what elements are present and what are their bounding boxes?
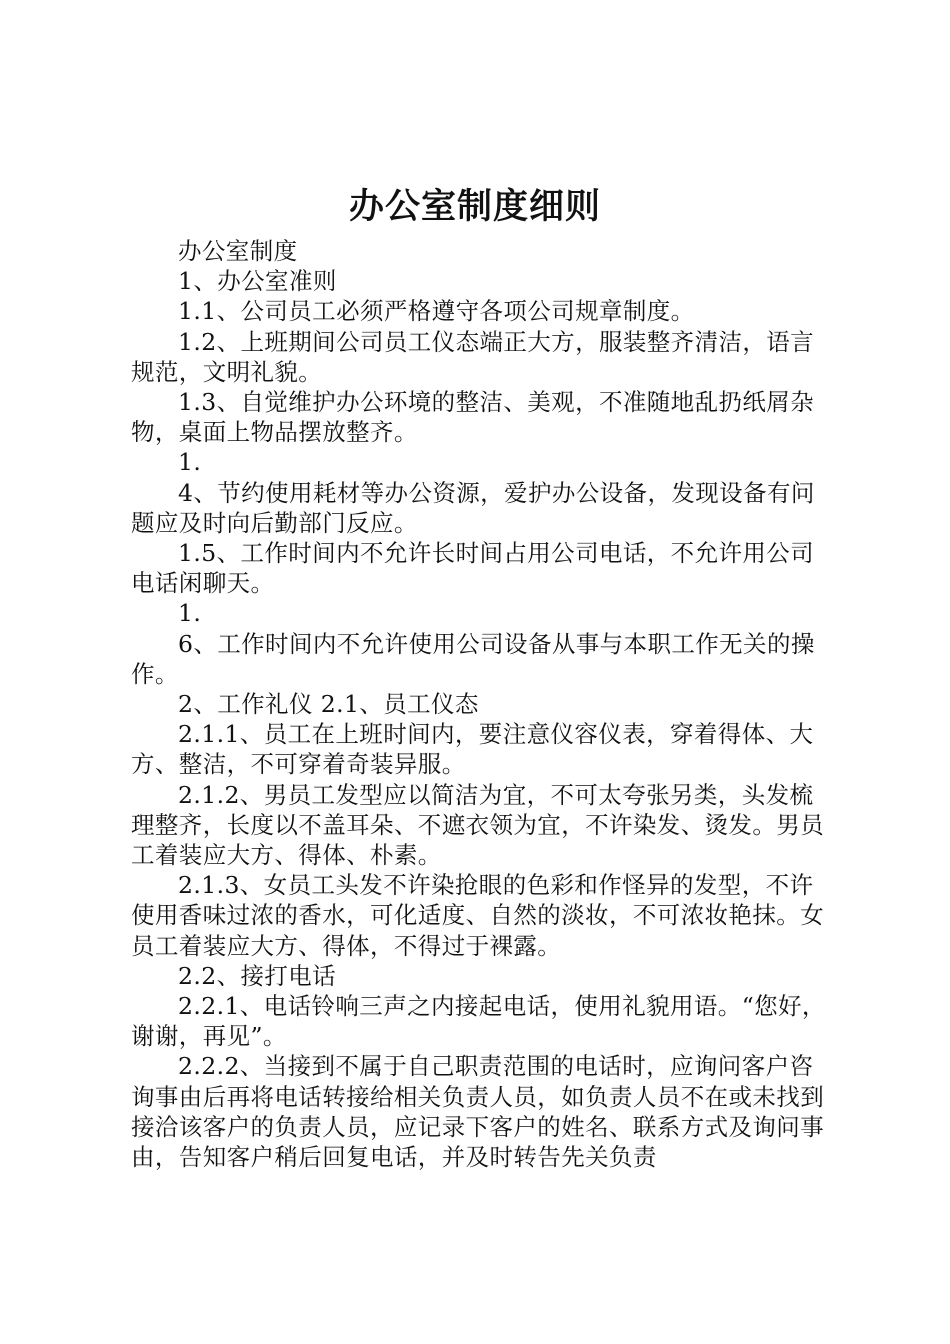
paragraph: 1.	[178, 448, 202, 477]
paragraph: 1.5、工作时间内不允许长时间占用公司电话，不允许用公司电话闲聊天。	[131, 539, 815, 598]
paragraph: 2.2.1、电话铃响三声之内接起电话，使用礼貌用语。“您好，谢谢，再见”。	[131, 992, 826, 1051]
document-body	[131, 236, 831, 1172]
paragraph: 2.2、接打电话	[178, 961, 337, 990]
paragraph: 1.	[178, 599, 202, 628]
paragraph: 1.3、自觉维护办公环境的整洁、美观，不准随地乱扔纸屑杂物，桌面上物品摆放整齐。	[131, 388, 815, 447]
paragraph: 1.2、上班期间公司员工仪态端正大方，服装整齐清洁，语言规范，文明礼貌。	[131, 327, 815, 386]
paragraph: 1.1、公司员工必须严格遵守各项公司规章制度。	[178, 297, 695, 326]
paragraph: 2.2.2、当接到不属于自己职责范围的电话时，应询问客户咨询事由后再将电话转接给相关负责人员，如负责人员不在或未找到接洽该客户的负责人员，应记录下客户的姓名、联系方式及询问事由，告知客户稍后回复电话，并及时转告先关负责	[131, 1052, 825, 1172]
paragraph: 1、办公室准则	[178, 267, 337, 296]
paragraph: 2、工作礼仪 2.1、员工仪态	[178, 690, 479, 719]
paragraph: 办公室制度	[178, 237, 298, 265]
paragraph: 2.1.3、女员工头发不许染抢眼的色彩和作怪异的发型，不许使用香味过浓的香水，可化适度、自然的淡妆，不可浓妆艳抹。女员工着装应大方、得体，不得过于裸露。	[131, 871, 825, 960]
paragraph: 2.1.2、男员工发型应以简洁为宜，不可太夸张另类，头发梳理整齐，长度以不盖耳朵、不遮衣领为宜，不许染发、烫发。男员工着装应大方、得体、朴素。	[131, 780, 825, 870]
paragraph: 4、节约使用耗材等办公资源，爱护办公设备，发现设备有问题应及时向后勤部门反应。	[131, 478, 815, 537]
paragraph: 2.1.1、员工在上班时间内，要注意仪容仪表，穿着得体、大方、整洁，不可穿着奇装异服。	[131, 720, 814, 779]
document-title: 办公室制度细则	[348, 187, 601, 227]
paragraph: 6、工作时间内不允许使用公司设备从事与本职工作无关的操作。	[131, 629, 815, 688]
